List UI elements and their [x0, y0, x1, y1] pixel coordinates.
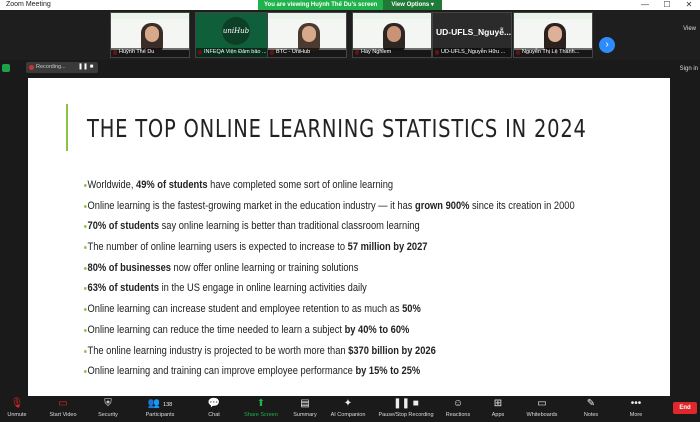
apps-icon: ⊞ — [493, 398, 503, 409]
participant-name: Huỳnh Thế Du — [111, 48, 189, 57]
sparkle-icon: ✦ — [343, 398, 353, 409]
pause-stop-icon: ❚❚ ■ — [393, 398, 419, 409]
shield-icon: ⛨ — [104, 398, 112, 409]
list-item: Online learning is the fastest-growing market in the education industry — it has grown 900% since its creation in 2000 — [84, 200, 575, 221]
list-item: Online learning can increase student and employee retention to as much as 50% — [84, 303, 575, 324]
chat-button[interactable]: 💬 Chat — [202, 398, 226, 418]
list-item: Online learning and training can improve employee performance by 15% to 25% — [84, 365, 575, 386]
view-options-button[interactable] — [383, 0, 442, 10]
participant-tile[interactable] — [513, 12, 593, 58]
reactions-button[interactable]: ☺ Reactions — [443, 398, 473, 418]
more-button[interactable]: ••• More — [625, 398, 647, 418]
summary-icon: ▤ — [300, 398, 310, 409]
screen-share-banner — [258, 0, 442, 10]
reactions-icon: ☺ — [452, 398, 464, 409]
whiteboard-icon: ▭ — [537, 398, 547, 409]
participant-strip — [0, 10, 700, 60]
share-banner-message: You are viewing Huỳnh Thế Du's screen — [258, 0, 383, 10]
apps-button[interactable]: ⊞ Apps — [488, 398, 508, 418]
participant-tile[interactable] — [110, 12, 190, 58]
share-screen-icon: ⬆ — [256, 398, 266, 409]
whiteboards-button[interactable]: ▭ Whiteboards — [522, 398, 562, 418]
window-title: Zoom Meeting — [6, 1, 51, 8]
pause-recording-icon[interactable]: ❚❚ — [78, 64, 89, 70]
notes-button[interactable]: ✎ Notes — [580, 398, 602, 418]
list-item: The online learning industry is projected to be worth more than $370 billion by 2026 — [84, 345, 575, 366]
microphone-muted-icon: 🎙 — [10, 398, 24, 409]
participants-icon: 👥 — [147, 398, 161, 409]
participant-name: Hay Nghiem — [353, 48, 431, 57]
start-video-button[interactable]: ▭ Start Video — [45, 398, 81, 418]
list-item: The number of online learning users is expected to increase to 57 million by 2027 — [84, 241, 575, 262]
participant-name: INFEQA Viện Đảm bảo ... — [196, 48, 274, 57]
list-item: Worldwide, 49% of students have completed some sort of online learning — [84, 179, 575, 200]
title-bar — [0, 0, 700, 10]
statistics-list — [84, 179, 642, 386]
meeting-info-bar — [0, 60, 700, 76]
more-dots-icon: ••• — [630, 398, 642, 409]
view-options-label: View Options — [391, 2, 430, 8]
shared-screen-slide — [28, 78, 670, 396]
next-page-arrow-icon[interactable]: › — [599, 37, 615, 53]
participant-tile[interactable] — [432, 12, 512, 58]
participant-name: BTC - UniHub — [268, 48, 346, 57]
participant-tile[interactable] — [352, 12, 432, 58]
summary-button[interactable]: ▤ Summary — [289, 398, 321, 418]
participants-button[interactable]: 👥 138 Participants — [145, 398, 175, 418]
participant-tile[interactable] — [195, 12, 275, 58]
list-item: 70% of students say online learning is better than traditional classroom learning — [84, 220, 575, 241]
view-button[interactable]: View — [683, 26, 696, 32]
recording-indicator — [26, 62, 98, 73]
participant-name: Nguyễn Thị Lệ Thanh... — [514, 48, 592, 57]
sign-in-link[interactable]: Sign in — [679, 66, 698, 72]
end-meeting-button[interactable]: End — [673, 402, 697, 414]
chat-bubble-icon: 💬 — [207, 398, 221, 409]
list-item: 63% of students in the US engage in online learning activities daily — [84, 282, 575, 303]
unmute-button[interactable]: 🎙 Unmute — [4, 398, 30, 418]
participant-tile[interactable] — [267, 12, 347, 58]
notes-icon: ✎ — [586, 398, 596, 409]
ai-companion-button[interactable]: ✦ AI Companion — [325, 398, 371, 418]
title-accent-line — [66, 104, 68, 151]
video-camera-off-icon: ▭ — [58, 398, 68, 409]
participant-display-name: UD-UFLS_Nguyễ... — [436, 27, 512, 37]
pause-stop-recording-button[interactable]: ❚❚ ■ Pause/Stop Recording — [373, 398, 439, 418]
stop-recording-icon[interactable]: ■ — [89, 64, 94, 70]
shield-icon[interactable] — [2, 64, 10, 72]
unihub-logo: uniHub — [222, 17, 250, 45]
minimize-icon[interactable]: — — [641, 0, 649, 9]
security-button[interactable]: ⛨ Security — [94, 398, 122, 418]
recording-label: Recording... — [36, 64, 66, 70]
meeting-toolbar — [0, 396, 700, 422]
close-icon[interactable]: ✕ — [685, 0, 693, 9]
share-screen-button[interactable]: ⬆ Share Screen — [240, 398, 282, 418]
list-item: 80% of businesses now offer online learning or training solutions — [84, 262, 575, 283]
chevron-down-icon: ▾ — [430, 2, 434, 8]
window-controls — [634, 0, 700, 10]
recording-dot-icon — [29, 65, 34, 70]
participants-count: 138 — [163, 402, 173, 408]
slide-title: THE TOP ONLINE LEARNING STATISTICS IN 2024 — [87, 114, 587, 143]
participant-name: UD-UFLS_Nguyễn Hữu ... — [433, 48, 511, 57]
list-item: Online learning can reduce the time needed to learn a subject by 40% to 60% — [84, 324, 575, 345]
maximize-icon[interactable]: ☐ — [663, 0, 671, 9]
